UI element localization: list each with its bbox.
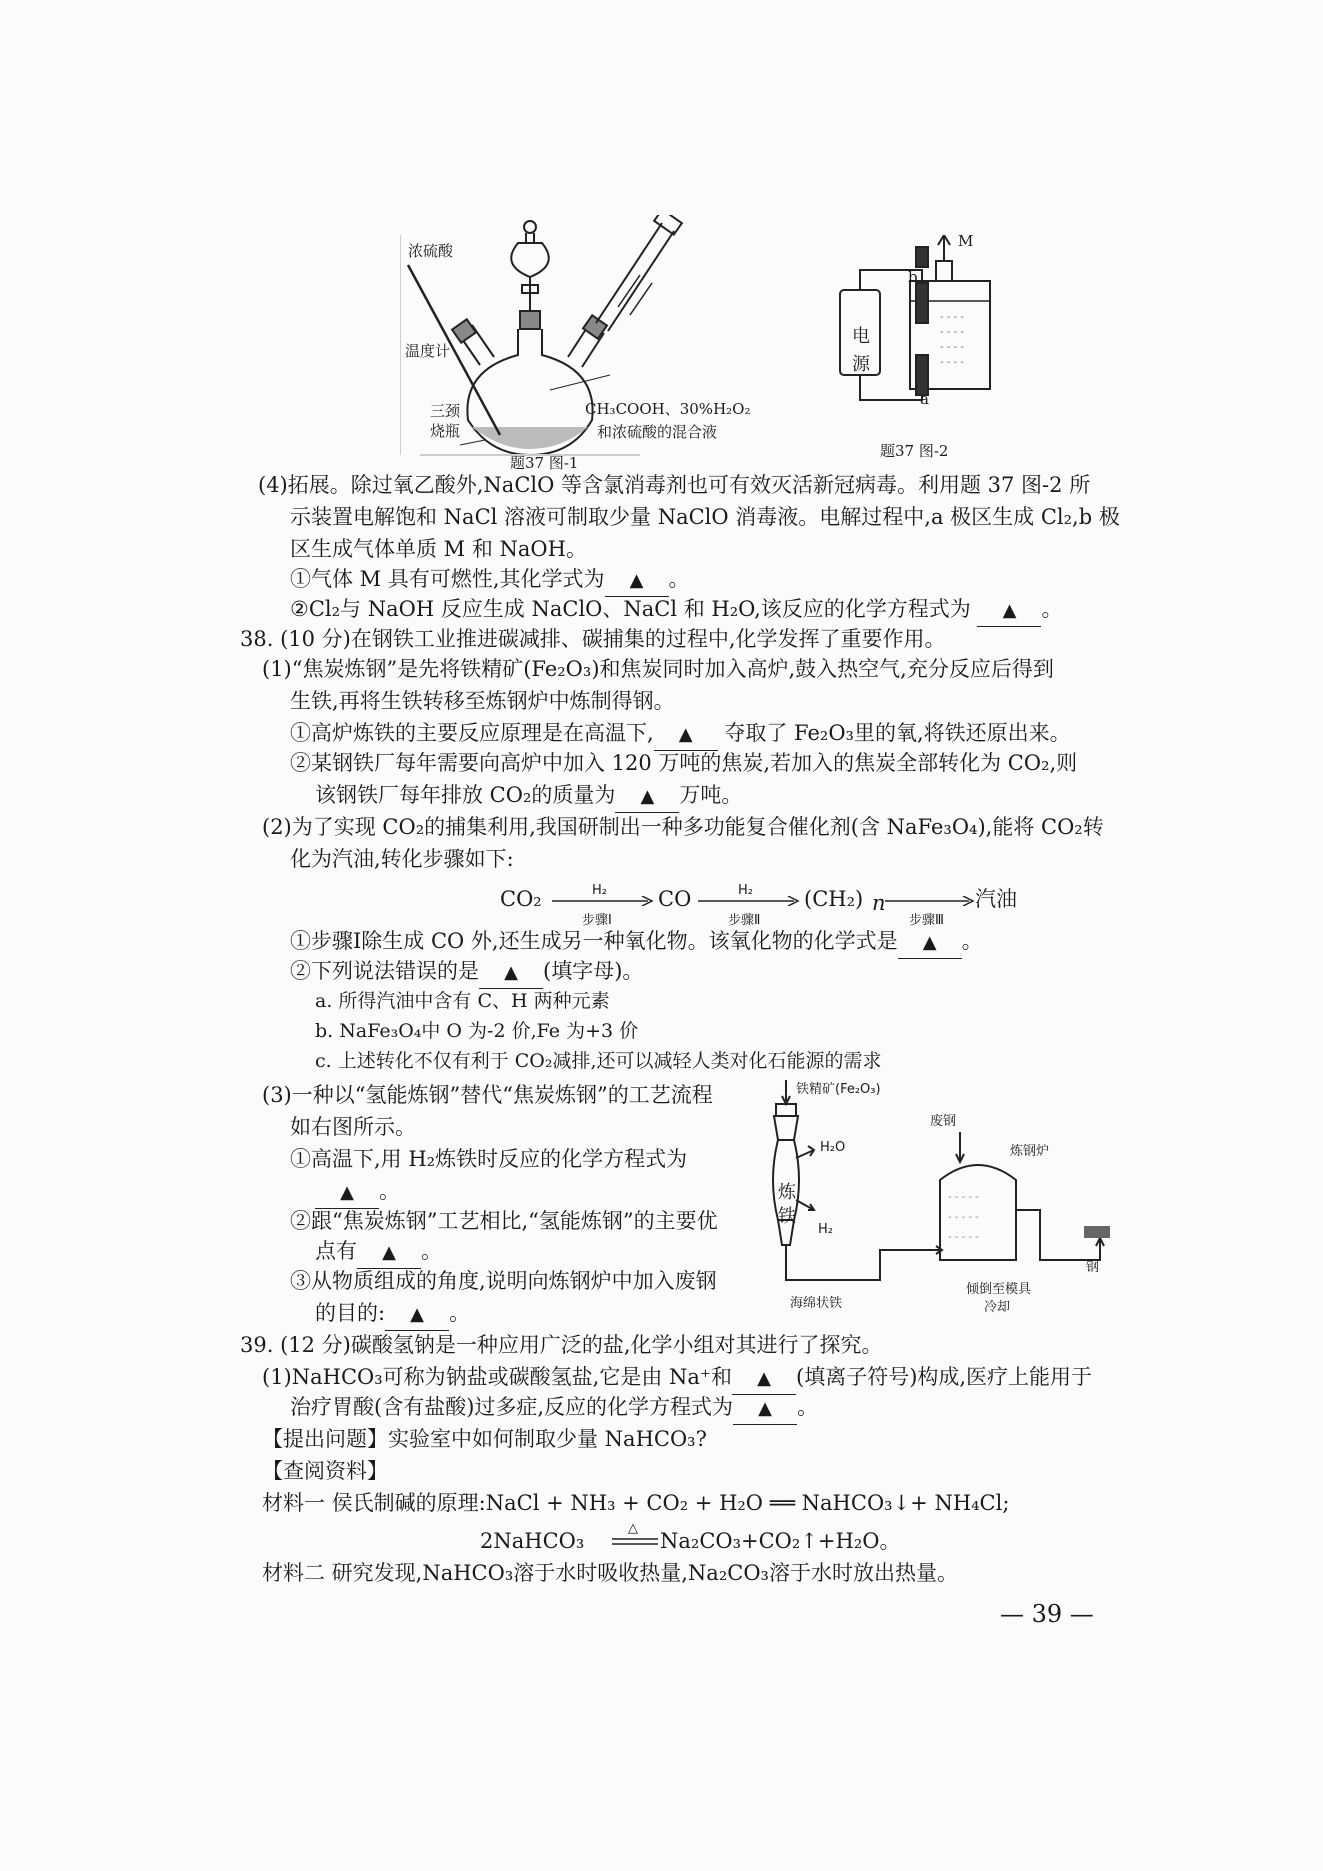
flow-label-ore: 铁精矿(Fe₂O₃) [796, 1082, 881, 1097]
flow-label-scrap: 废钢 [930, 1114, 957, 1129]
triangle-mark-icon: ▲ [922, 932, 937, 953]
fig2-label-m: M [958, 232, 974, 250]
q38-line-18: 的目的: ▲ 。 [315, 1298, 470, 1331]
q38-text-6b: 万吨。 [679, 783, 743, 807]
answer-blank[interactable] [605, 564, 669, 597]
q38-text-10a: ②下列说法错误的是 [290, 959, 479, 983]
q39-text-2a: (1)NaHCO₃可称为钠盐或碳酸氢盐,它是由 Na⁺和 [262, 1365, 732, 1389]
q38-option-b: b. NaFe₃O₄中 O 为-2 价,Fe 为+3 价 [315, 1020, 639, 1042]
q38-option-c: c. 上述转化不仅有利于 CO₂减排,还可以减轻人类对化石能源的需求 [315, 1050, 882, 1072]
q38-line-11: (3)一种以“氢能炼钢”替代“焦炭炼钢”的工艺流程 [262, 1083, 713, 1107]
fig2-label-b: b [908, 268, 918, 286]
triangle-mark-icon: ▲ [382, 1242, 396, 1263]
triangle-mark-icon: ▲ [340, 1182, 354, 1203]
q38-option-a: a. 所得汽油中含有 C、H 两种元素 [315, 990, 610, 1012]
arrow-icon [885, 896, 975, 906]
answer-blank[interactable] [615, 780, 679, 813]
answer-blank[interactable] [977, 594, 1041, 627]
eq-step2: 步骤Ⅱ [728, 913, 761, 928]
triangle-mark-icon: ▲ [758, 1398, 772, 1419]
fig2-label-power-1: 电 [852, 326, 870, 347]
fig1-label-mixture-2: 和浓硫酸的混合液 [597, 423, 718, 441]
triangle-mark-icon: ▲ [1002, 600, 1017, 621]
fig1-label-acid: 浓硫酸 [408, 242, 454, 260]
q38-line-8: 化为汽油,转化步骤如下: [290, 847, 514, 871]
q37-line-2: 示装置电解饱和 NaCl 溶液可制取少量 NaClO 消毒液。电解过程中,a 极区生成 Cl₂,b 极 [290, 505, 1120, 529]
svg-text:- - - -: - - - - [940, 312, 964, 323]
q38-text-9: ①步骤Ⅰ除生成 CO 外,还生成另一种氧化物。该氧化物的化学式是 [290, 929, 898, 953]
q39-text-7a: 2NaHCO₃ [480, 1529, 585, 1553]
flow-label-furnace-2: 铁 [778, 1206, 796, 1227]
q38-text-6a: 该钢铁厂每年排放 CO₂的质量为 [315, 783, 616, 807]
heat-symbol: △ [628, 1521, 638, 1536]
fig2-label-power-2: 源 [852, 354, 870, 375]
flow-label-mold: 倾倒至模具 [966, 1282, 1032, 1297]
answer-blank[interactable] [385, 1298, 449, 1331]
eq-step3: 步骤Ⅲ [909, 913, 944, 928]
eq-step1: 步骤Ⅰ [582, 913, 612, 928]
flow-label-furnace-1: 炼 [778, 1182, 796, 1203]
q39-line-2 [262, 1362, 1092, 1395]
q38-text-4a: ①高炉炼铁的主要反应原理是在高温下, [290, 721, 654, 745]
answer-blank[interactable] [898, 926, 962, 959]
eq-gasoline: 汽油 [975, 887, 1017, 911]
q38-text-10b: (填字母)。 [543, 959, 644, 983]
q39-text-3a: 治疗胃酸(含有盐酸)过多症,反应的化学方程式为 [290, 1395, 734, 1419]
q38-line-7: (2)为了实现 CO₂的捕集利用,我国研制出一种多功能复合催化剂(含 NaFe₃O₄),能将 CO₂转 [262, 815, 1104, 839]
flow-label-h2: H₂ [818, 1222, 833, 1237]
eq-ch2: (CH₂) [804, 887, 864, 911]
eq-h2-step1: H₂ [592, 883, 607, 898]
flow-label-h2o: H₂O [820, 1140, 846, 1155]
q38-text-18a: 的目的: [315, 1301, 386, 1325]
triangle-mark-icon: ▲ [629, 570, 644, 591]
answer-blank[interactable] [479, 956, 543, 989]
svg-text:- - - -: - - - - [940, 342, 964, 353]
q39-line-1: 39. (12 分)碳酸氢钠是一种应用广泛的盐,化学小组对其进行了探究。 [240, 1333, 883, 1357]
eq-n: n [872, 891, 886, 915]
q38-line-2: (1)“焦炭炼钢”是先将铁精矿(Fe₂O₃)和焦炭同时加入高炉,鼓入热空气,充分反应后得到 [262, 657, 1054, 681]
q39-text-2b: (填离子符号)构成,医疗上能用于 [796, 1365, 1093, 1389]
q39-line-3: 治疗胃酸(含有盐酸)过多症,反应的化学方程式为 ▲ 。 [290, 1392, 818, 1425]
svg-text:- - - - -: - - - - - [948, 1212, 979, 1223]
triangle-mark-icon: ▲ [757, 1368, 771, 1389]
q39-line-5: 【查阅资料】 [262, 1459, 388, 1483]
fig1-caption: 题37 图-1 [510, 454, 579, 472]
triangle-mark-icon: ▲ [504, 962, 518, 983]
q37-line-5: ②Cl₂与 NaOH 反应生成 NaClO、NaCl 和 H₂O,该反应的化学方程式为 ▲ 。 [290, 594, 1062, 627]
fig2-caption: 题37 图-2 [880, 442, 949, 460]
q38-line-14: ▲ 。 [315, 1176, 400, 1209]
svg-text:- - - -: - - - - [940, 327, 964, 338]
q38-line-16: 点有 ▲ 。 [315, 1236, 442, 1269]
fig1-label-thermometer: 温度计 [405, 342, 451, 360]
conversion-equation-tail [885, 862, 1065, 928]
q38-line-3: 生铁,再将生铁转移至炼钢炉中炼制得钢。 [290, 689, 675, 713]
q38-text-16a: 点有 [315, 1239, 357, 1263]
fig1-label-flask-1: 三颈 [430, 402, 461, 420]
q39-line-7 [480, 1520, 901, 1560]
fig1-label-flask-2: 烧瓶 [430, 422, 461, 440]
q38-line-5: ②某钢铁厂每年需要向高炉中加入 120 万吨的焦炭,若加入的焦炭全部转化为 CO₂,则 [290, 751, 1078, 775]
triangle-mark-icon: ▲ [640, 786, 655, 807]
q38-line-9: ①步骤Ⅰ除生成 CO 外,还生成另一种氧化物。该氧化物的化学式是 ▲ 。 [290, 926, 983, 959]
svg-text:- - - - -: - - - - - [948, 1232, 979, 1243]
fig2-label-a: a [920, 390, 929, 408]
flow-label-steel: 钢 [1086, 1260, 1100, 1275]
q38-line-4 [290, 718, 1071, 751]
flow-label-steel-furnace: 炼钢炉 [1010, 1144, 1050, 1159]
q38-line-17: ③从物质组成的角度,说明向炼钢炉中加入废钢 [290, 1269, 717, 1293]
svg-text:- - - - -: - - - - - [948, 1192, 979, 1203]
triangle-mark-icon: ▲ [678, 724, 693, 745]
answer-blank[interactable] [654, 718, 718, 751]
q39-line-4: 【提出问题】实验室中如何制取少量 NaHCO₃? [262, 1427, 707, 1451]
q37-text-4: ①气体 M 具有可燃性,其化学式为 [290, 567, 605, 591]
q37-line-3: 区生成气体单质 M 和 NaOH。 [290, 537, 587, 561]
double-line-sign-icon [612, 1538, 658, 1546]
answer-blank[interactable] [732, 1362, 796, 1395]
q39-line-6: 材料一 侯氏制碱的原理:NaCl + NH₃ + CO₂ + H₂O ══ NaHCO₃↓+ NH₄Cl; [262, 1491, 1010, 1515]
eq-h2-step2: H₂ [738, 883, 753, 898]
q39-text-7b: Na₂CO₃+CO₂↑+H₂O。 [660, 1529, 901, 1553]
q37-text-5: ②Cl₂与 NaOH 反应生成 NaClO、NaCl 和 H₂O,该反应的化学方程式为 [290, 597, 971, 621]
answer-blank[interactable] [357, 1236, 421, 1269]
q38-line-6 [315, 780, 742, 813]
triangle-mark-icon: ▲ [410, 1304, 424, 1325]
q38-line-1: 38. (10 分)在钢铁工业推进碳减排、碳捕集的过程中,化学发挥了重要作用。 [240, 627, 946, 651]
q38-line-15: ②跟“焦炭炼钢”工艺相比,“氢能炼钢”的主要优 [290, 1209, 718, 1233]
fig1-label-mixture-1: CH₃COOH、30%H₂O₂ [585, 400, 751, 418]
q39-line-8: 材料二 研究发现,NaHCO₃溶于水时吸收热量,Na₂CO₃溶于水时放出热量。 [262, 1561, 958, 1585]
q38-text-4b: 夺取了 Fe₂O₃里的氧,将铁还原出来。 [724, 721, 1071, 745]
page-number: — 39 — [1000, 1600, 1094, 1628]
answer-blank[interactable] [315, 1176, 379, 1209]
q37-line-4: ①气体 M 具有可燃性,其化学式为 ▲ 。 [290, 564, 690, 597]
q38-line-13: ①高温下,用 H₂炼铁时反应的化学方程式为 [290, 1147, 688, 1171]
q38-line-10 [290, 956, 643, 989]
flow-label-sponge-iron: 海绵状铁 [790, 1296, 843, 1311]
eq-co2: CO₂ [500, 887, 542, 911]
q37-line-1: (4)拓展。除过氧乙酸外,NaClO 等含氯消毒剂也可有效灭活新冠病毒。利用题 37 图-2 所 [258, 473, 1091, 497]
eq-co: CO [658, 887, 692, 911]
svg-text:- - - -: - - - - [940, 357, 964, 368]
flow-label-cool: 冷却 [984, 1300, 1011, 1315]
q38-line-12: 如右图所示。 [290, 1115, 416, 1139]
answer-blank[interactable] [733, 1392, 797, 1425]
